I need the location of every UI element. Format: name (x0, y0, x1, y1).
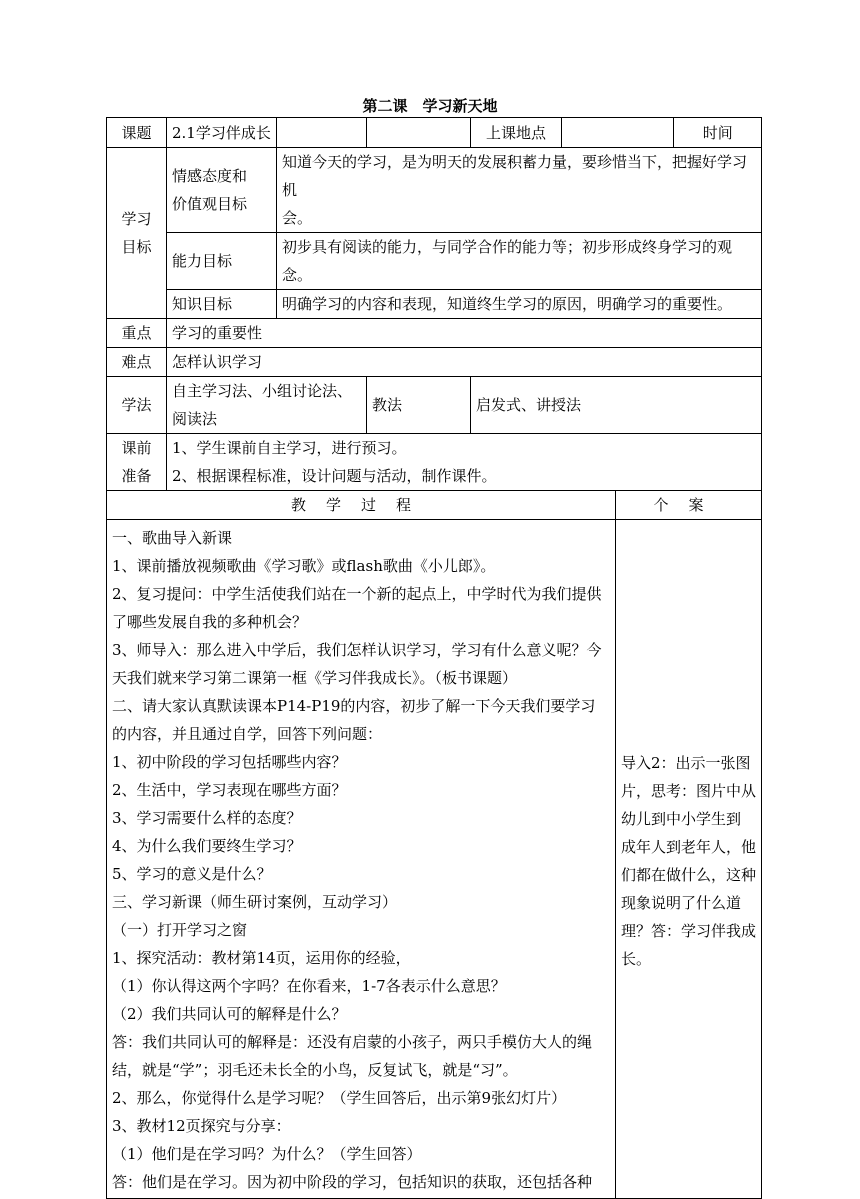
difficulty-row (107, 348, 762, 377)
process-line: 2、复习提问：中学生活使我们站在一个新的起点上，中学时代为我们提供 (112, 585, 602, 603)
process-line: 三、学习新课（师生研讨案例，互动学习） (112, 893, 398, 911)
preparation-row (107, 434, 762, 491)
process-line: 1、课前播放视频歌曲《学习歌》或flash歌曲《小儿郎》。 (112, 557, 496, 575)
objective-row-ability (107, 233, 762, 290)
note-line: 幼儿到中小学生到 (621, 810, 742, 828)
note-line: 成年人到老年人，他 (621, 838, 757, 856)
topic-value: 2.1学习伴成长 (167, 118, 277, 148)
study-method-label: 学法 (107, 377, 167, 434)
header-row (107, 118, 762, 148)
objectives-label: 学习 目标 (107, 148, 167, 319)
process-line: 答：我们共同认可的解释是：还没有启蒙的小孩子，两只手模仿大人的绳 (112, 1033, 593, 1051)
objective-row-emotion (107, 148, 762, 233)
key-point-row (107, 319, 762, 348)
notes-content (616, 520, 762, 1199)
location-label: 上课地点 (471, 118, 562, 148)
process-line: 结，就是“学”；羽毛还未长全的小鸟，反复试飞，就是“习”。 (112, 1061, 518, 1079)
process-line: （1）他们是在学习吗？为什么？（学生回答） (112, 1145, 422, 1163)
blank-cell (367, 118, 471, 148)
process-line: （2）我们共同认可的解释是什么？ (112, 1005, 347, 1023)
preparation-label: 课前 准备 (107, 434, 167, 491)
note-line: 长。 (621, 950, 652, 968)
objective-row-knowledge (107, 290, 762, 319)
process-header: 教学过程 (107, 491, 616, 520)
time-label: 时间 (674, 118, 762, 148)
methods-row (107, 377, 762, 434)
process-line: （一）打开学习之窗 (112, 921, 248, 939)
process-line: 2、生活中，学习表现在哪些方面？ (112, 781, 347, 799)
key-point-value: 学习的重要性 (167, 319, 762, 348)
difficulty-value: 怎样认识学习 (167, 348, 762, 377)
note-line: 们都在做什么，这种 (621, 866, 757, 884)
process-line: 3、教材12页探究与分享： (112, 1117, 291, 1135)
lesson-plan-table (106, 117, 762, 1199)
process-line: 天我们就来学习第二课第一框《学习伴我成长》。（板书课题） (112, 669, 518, 687)
process-line: 2、那么，你觉得什么是学习呢？（学生回答后，出示第9张幻灯片） (112, 1089, 567, 1107)
process-line: 3、师导入：那么进入中学后，我们怎样认识学习，学习有什么意义呢？今 (112, 641, 602, 659)
process-line: 5、学习的意义是什么？ (112, 865, 272, 883)
process-line: 1、初中阶段的学习包括哪些内容？ (112, 753, 347, 771)
note-line: 片，思考：图片中从 (621, 782, 757, 800)
process-line: 答：他们是在学习。因为初中阶段的学习，包括知识的获取，还包括各种 (112, 1173, 593, 1191)
process-content (107, 520, 616, 1199)
process-line: 二、请大家认真默读课本P14-P19的内容，初步了解一下今天我们要学习 (112, 697, 596, 715)
preparation-items: 1、学生课前自主学习，进行预习。 2、根据课程标准，设计问题与活动，制作课件。 (167, 434, 762, 491)
notes-header: 个案 (616, 491, 762, 520)
study-method-value: 自主学习法、小组讨论法、阅读法 (167, 377, 367, 434)
teach-method-value: 启发式、讲授法 (471, 377, 762, 434)
note-line: 理？答：学习伴我成 (621, 922, 757, 940)
key-point-label: 重点 (107, 319, 167, 348)
topic-label: 课题 (107, 118, 167, 148)
emotion-label: 情感态度和 价值观目标 (167, 148, 277, 233)
process-line: 了哪些发展自我的多种机会？ (112, 613, 308, 631)
ability-text: 初步具有阅读的能力，与同学合作的能力等；初步形成终身学习的观念。 (277, 233, 762, 290)
location-value (562, 118, 674, 148)
emotion-text: 知道今天的学习，是为明天的发展积蓄力量，要珍惜当下，把握好学习机 会。 (277, 148, 762, 233)
teach-method-label: 教法 (367, 377, 471, 434)
process-header-row (107, 491, 762, 520)
knowledge-label: 知识目标 (167, 290, 277, 319)
process-line: 4、为什么我们要终生学习？ (112, 837, 302, 855)
process-line: 一、歌曲导入新课 (112, 529, 233, 547)
knowledge-text: 明确学习的内容和表现，知道终生学习的原因，明确学习的重要性。 (277, 290, 762, 319)
ability-label: 能力目标 (167, 233, 277, 290)
note-line: 现象说明了什么道 (621, 894, 742, 912)
process-line: 3、学习需要什么样的态度？ (112, 809, 302, 827)
process-line: 1、探究活动：教材第14页，运用你的经验， (112, 949, 411, 967)
process-body-row (107, 520, 762, 1199)
blank-cell (277, 118, 367, 148)
process-line: （1）你认得这两个字吗？在你看来，1-7各表示什么意思？ (112, 977, 506, 995)
note-line: 导入2：出示一张图 (621, 754, 751, 772)
difficulty-label: 难点 (107, 348, 167, 377)
page-title: 第二课 学习新天地 (362, 97, 498, 115)
process-line: 的内容，并且通过自学，回答下列问题： (112, 725, 383, 743)
